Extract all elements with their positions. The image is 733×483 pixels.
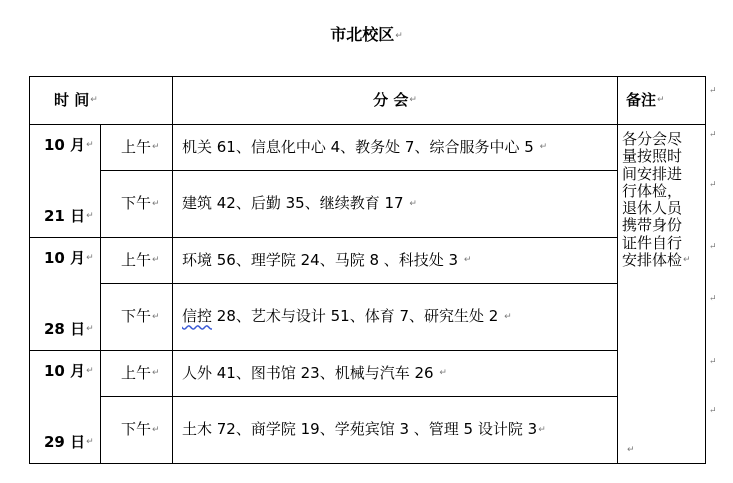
- half-day-cell: 上午↵: [101, 125, 173, 171]
- half-day-cell: 下午↵: [101, 171, 173, 238]
- date-cell: 10 月↵ 29 日↵: [30, 351, 101, 464]
- table-row: [30, 397, 706, 464]
- row-end-mark: ↵: [709, 294, 717, 304]
- units-cell: 土木 72、商学院 19、学苑宾馆 3 、管理 5 设计院 3↵: [173, 397, 618, 464]
- page-title: [0, 22, 733, 45]
- table-row: [30, 125, 706, 171]
- half-day-cell: 上午↵: [101, 351, 173, 397]
- header-row: [30, 77, 706, 125]
- row-end-mark: ↵: [709, 86, 717, 96]
- units-cell: 人外 41、图书馆 23、机械与汽车 26 ↵: [173, 351, 618, 397]
- schedule-table: [29, 76, 706, 464]
- row-end-mark: ↵: [709, 242, 717, 252]
- header-time: 时 间↵: [30, 77, 173, 125]
- row-end-mark: ↵: [709, 406, 717, 416]
- table-row: [30, 238, 706, 284]
- header-note: 备注↵: [618, 77, 706, 125]
- table-row: [30, 284, 706, 351]
- units-cell: 信控 28、艺术与设计 51、体育 7、研究生处 2 ↵: [173, 284, 618, 351]
- table-row: [30, 171, 706, 238]
- header-units: 分 会↵: [173, 77, 618, 125]
- note-cell: 各分会尽 量按照时 间安排进 行体检， 退休人员 携带身份 证件自行 安排体检↵ ↵: [618, 125, 706, 464]
- row-end-mark: ↵: [709, 130, 717, 140]
- half-day-cell: 上午↵: [101, 238, 173, 284]
- row-end-mark: ↵: [709, 180, 717, 190]
- table-row: [30, 351, 706, 397]
- row-end-mark: ↵: [709, 357, 717, 367]
- units-cell: 建筑 42、后勤 35、继续教育 17 ↵: [173, 171, 618, 238]
- half-day-cell: 下午↵: [101, 284, 173, 351]
- spellcheck-word: 信控: [182, 307, 213, 326]
- half-day-cell: 下午↵: [101, 397, 173, 464]
- date-cell: 10 月↵ 28 日↵: [30, 238, 101, 351]
- units-cell: 环境 56、理学院 24、马院 8 、科技处 3 ↵: [173, 238, 618, 284]
- date-cell: 10 月↵ 21 日↵: [30, 125, 101, 238]
- paragraph-mark: ↵: [395, 30, 403, 41]
- title-text: 市北校区: [330, 25, 395, 44]
- units-cell: 机关 61、信息化中心 4、教务处 7、综合服务中心 5 ↵: [173, 125, 618, 171]
